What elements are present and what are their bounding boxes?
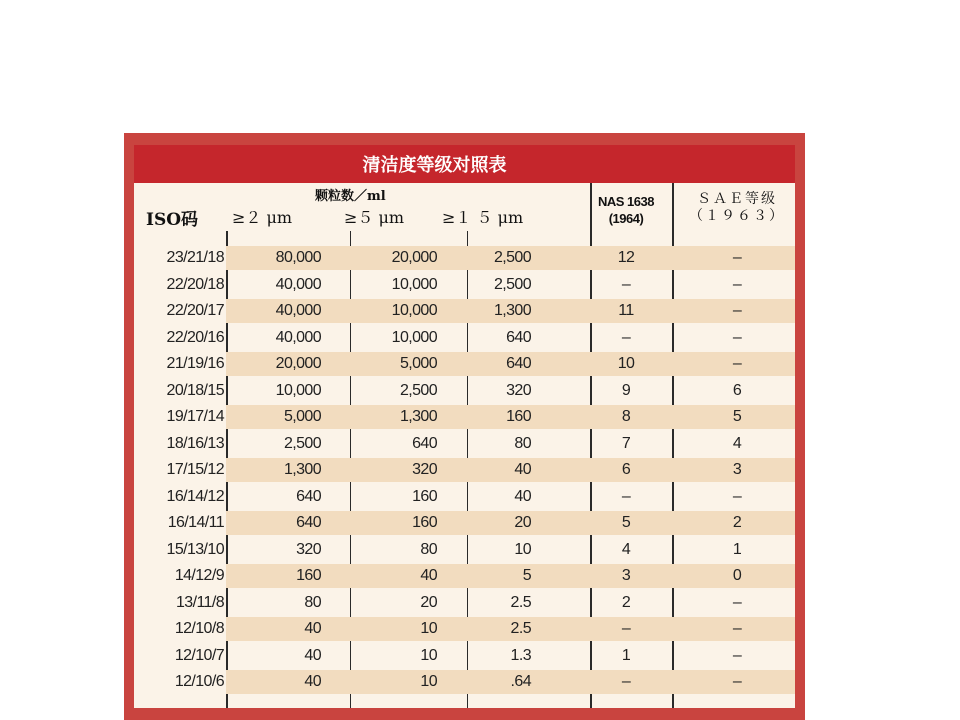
nas-class-cell: 12 bbox=[617, 249, 635, 266]
count-ge15-cell: 2,500 bbox=[493, 249, 531, 266]
count-ge2-cell: 640 bbox=[296, 487, 321, 505]
sae-class-cell: – bbox=[732, 302, 742, 319]
nas-class-cell: 7 bbox=[621, 434, 631, 452]
count-ge5-cell: 10,000 bbox=[391, 275, 437, 293]
table-row bbox=[134, 484, 795, 511]
iso-code-cell: 22/20/16 bbox=[166, 328, 224, 346]
count-ge15-cell: .64 bbox=[510, 673, 531, 690]
table-row bbox=[134, 325, 795, 352]
count-ge5-cell: 20,000 bbox=[391, 249, 437, 266]
count-ge2-cell: 40 bbox=[304, 620, 321, 637]
sae-class-cell: 2 bbox=[732, 514, 742, 531]
nas-class-cell: 6 bbox=[621, 461, 631, 478]
count-ge2-cell: 40,000 bbox=[275, 275, 321, 293]
count-ge5-cell: 20 bbox=[420, 593, 437, 611]
iso-code-cell: 22/20/18 bbox=[166, 275, 224, 293]
sae-class-cell: – bbox=[732, 593, 742, 611]
count-ge15-cell: 10 bbox=[514, 540, 531, 558]
count-ge15-cell: 160 bbox=[506, 408, 531, 425]
nas-header-line1: NAS 1638 bbox=[598, 194, 654, 209]
nas-header-line2: (1964) bbox=[608, 211, 644, 226]
nas-class-cell: – bbox=[621, 275, 631, 293]
sae-class-cell: – bbox=[732, 673, 742, 690]
count-ge5-cell: 80 bbox=[420, 540, 437, 558]
count-ge15-cell: 40 bbox=[514, 487, 531, 505]
count-ge5-cell: 10,000 bbox=[391, 302, 437, 319]
nas-class-cell: 1 bbox=[621, 646, 631, 664]
iso-code-cell: 19/17/14 bbox=[166, 408, 224, 425]
count-ge2-cell: 5,000 bbox=[283, 408, 321, 425]
sae-header-line2: （１９６３） bbox=[689, 208, 785, 224]
nas-class-cell: – bbox=[621, 620, 631, 637]
count-ge15-cell: 1.3 bbox=[510, 646, 531, 664]
count-ge2-cell: 160 bbox=[296, 567, 321, 584]
column-header-sae bbox=[682, 191, 792, 225]
iso-code-cell: 16/14/11 bbox=[167, 514, 224, 531]
count-ge5-cell: 160 bbox=[412, 514, 437, 531]
table-row bbox=[134, 431, 795, 458]
count-ge5-cell: 640 bbox=[412, 434, 437, 452]
column-header-nas bbox=[597, 193, 655, 227]
count-ge2-cell: 10,000 bbox=[275, 381, 321, 399]
count-ge15-cell: 320 bbox=[506, 381, 531, 399]
count-ge15-cell: 640 bbox=[506, 328, 531, 346]
nas-class-cell: 5 bbox=[621, 514, 631, 531]
nas-class-cell: 8 bbox=[621, 408, 631, 425]
sae-class-cell: 1 bbox=[732, 540, 742, 558]
count-ge15-cell: 2.5 bbox=[510, 620, 531, 637]
nas-class-cell: 10 bbox=[617, 355, 635, 372]
sae-class-cell: – bbox=[732, 355, 742, 372]
sae-class-cell: 5 bbox=[732, 408, 742, 425]
count-ge2-cell: 40 bbox=[304, 673, 321, 690]
count-ge2-cell: 80,000 bbox=[275, 249, 321, 266]
count-ge15-cell: 2.5 bbox=[510, 593, 531, 611]
sae-class-cell: 6 bbox=[732, 381, 742, 399]
count-ge5-cell: 40 bbox=[420, 567, 437, 584]
count-ge2-cell: 1,300 bbox=[283, 461, 321, 478]
sae-class-cell: 0 bbox=[732, 567, 742, 584]
iso-code-cell: 13/11/8 bbox=[176, 593, 224, 611]
count-ge2-cell: 80 bbox=[304, 593, 321, 611]
sae-class-cell: – bbox=[732, 620, 742, 637]
count-ge15-cell: 80 bbox=[514, 434, 531, 452]
table-row bbox=[134, 245, 795, 272]
iso-code-cell: 16/14/12 bbox=[166, 487, 224, 505]
iso-code-cell: 15/13/10 bbox=[166, 540, 224, 558]
count-ge2-cell: 40,000 bbox=[275, 302, 321, 319]
column-header-ge15: ≥１ ５ μm bbox=[442, 208, 524, 227]
iso-code-cell: 12/10/8 bbox=[174, 620, 224, 637]
count-ge5-cell: 10 bbox=[420, 620, 437, 637]
count-ge5-cell: 10,000 bbox=[391, 328, 437, 346]
nas-class-cell: – bbox=[621, 328, 631, 346]
sae-class-cell: – bbox=[732, 646, 742, 664]
sae-class-cell: – bbox=[732, 275, 742, 293]
count-ge15-cell: 20 bbox=[514, 514, 531, 531]
table-row bbox=[134, 272, 795, 299]
particle-count-label: 颗粒数／ml bbox=[315, 189, 386, 204]
table-body bbox=[134, 245, 795, 696]
table-row bbox=[134, 669, 795, 696]
nas-class-cell: 3 bbox=[621, 567, 631, 584]
count-ge5-cell: 10 bbox=[420, 673, 437, 690]
nas-class-cell: 11 bbox=[618, 302, 634, 319]
sae-class-cell: – bbox=[732, 249, 742, 266]
table-row bbox=[134, 616, 795, 643]
table-row bbox=[134, 590, 795, 617]
count-ge2-cell: 2,500 bbox=[283, 434, 321, 452]
sae-class-cell: 4 bbox=[732, 434, 742, 452]
column-header-ge5: ≥５ μm bbox=[344, 208, 405, 227]
nas-class-cell: – bbox=[621, 487, 631, 505]
iso-code-cell: 21/19/16 bbox=[166, 355, 224, 372]
table-row bbox=[134, 510, 795, 537]
count-ge5-cell: 5,000 bbox=[399, 355, 437, 372]
count-ge15-cell: 2,500 bbox=[493, 275, 531, 293]
sae-header-line1: ＳＡＥ等级 bbox=[697, 191, 777, 207]
count-ge15-cell: 40 bbox=[514, 461, 531, 478]
count-ge2-cell: 640 bbox=[296, 514, 321, 531]
table-panel bbox=[134, 183, 795, 708]
nas-class-cell: – bbox=[621, 673, 631, 690]
count-ge15-cell: 640 bbox=[506, 355, 531, 372]
table-title: 清洁度等级对照表 bbox=[134, 145, 795, 183]
count-ge5-cell: 10 bbox=[420, 646, 437, 664]
nas-class-cell: 9 bbox=[621, 381, 631, 399]
table-row bbox=[134, 378, 795, 405]
count-ge5-cell: 1,300 bbox=[399, 408, 437, 425]
table-row bbox=[134, 457, 795, 484]
count-ge5-cell: 320 bbox=[412, 461, 437, 478]
count-ge2-cell: 20,000 bbox=[275, 355, 321, 372]
iso-code-cell: 14/12/9 bbox=[174, 567, 224, 584]
iso-code-cell: 22/20/17 bbox=[166, 302, 224, 319]
table-row bbox=[134, 298, 795, 325]
iso-code-cell: 18/16/13 bbox=[166, 434, 224, 452]
column-header-iso: ISO码 bbox=[146, 210, 199, 230]
table-row bbox=[134, 351, 795, 378]
table-row bbox=[134, 404, 795, 431]
count-ge2-cell: 40,000 bbox=[275, 328, 321, 346]
sae-class-cell: 3 bbox=[732, 461, 742, 478]
table-row bbox=[134, 643, 795, 670]
sae-class-cell: – bbox=[732, 328, 742, 346]
count-ge2-cell: 40 bbox=[304, 646, 321, 664]
iso-code-cell: 12/10/7 bbox=[174, 646, 224, 664]
count-ge5-cell: 2,500 bbox=[399, 381, 437, 399]
nas-class-cell: 4 bbox=[621, 540, 631, 558]
table-row bbox=[134, 563, 795, 590]
column-header-ge2: ≥２ μm bbox=[232, 208, 293, 227]
count-ge5-cell: 160 bbox=[412, 487, 437, 505]
count-ge2-cell: 320 bbox=[296, 540, 321, 558]
table-row bbox=[134, 537, 795, 564]
count-ge15-cell: 5 bbox=[522, 567, 531, 584]
iso-code-cell: 17/15/12 bbox=[166, 461, 224, 478]
nas-class-cell: 2 bbox=[621, 593, 631, 611]
iso-code-cell: 20/18/15 bbox=[166, 381, 224, 399]
count-ge15-cell: 1,300 bbox=[493, 302, 531, 319]
iso-code-cell: 23/21/18 bbox=[166, 249, 224, 266]
iso-code-cell: 12/10/6 bbox=[174, 673, 224, 690]
table-frame bbox=[124, 133, 805, 720]
sae-class-cell: – bbox=[732, 487, 742, 505]
